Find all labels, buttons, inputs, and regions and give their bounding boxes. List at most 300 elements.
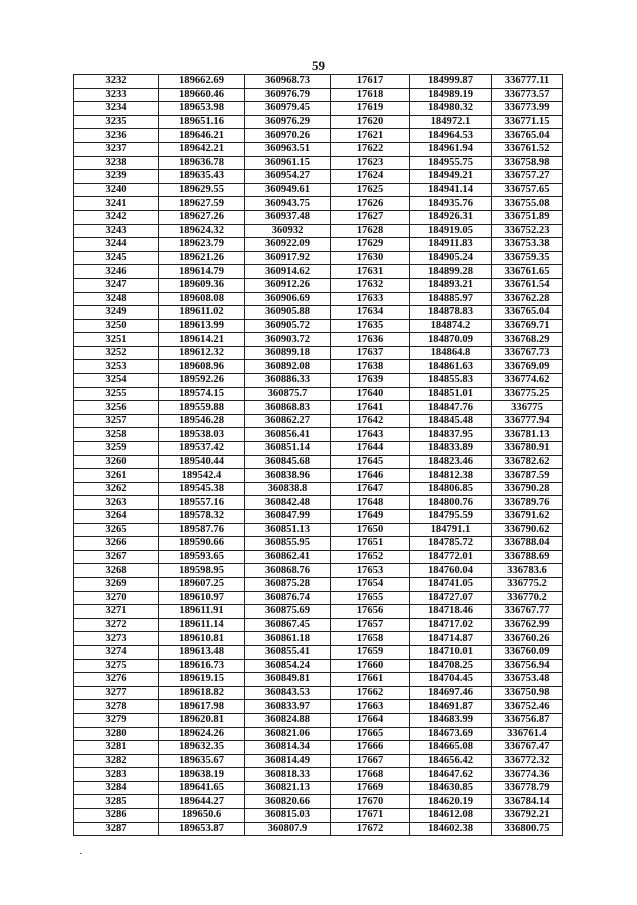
cell-y-coordinate-left: 360851.14 xyxy=(245,442,331,456)
cell-x-coordinate-left: 189559.88 xyxy=(159,401,245,415)
cell-x-coordinate-left: 189587.76 xyxy=(159,523,245,537)
cell-x-coordinate-left: 189624.32 xyxy=(159,224,245,238)
cell-x-coordinate-right: 184878.83 xyxy=(410,306,492,320)
table-row xyxy=(74,401,563,415)
cell-point-number-left: 3267 xyxy=(74,550,159,564)
table-row xyxy=(74,564,563,578)
cell-x-coordinate-left: 189660.46 xyxy=(159,88,245,102)
cell-x-coordinate-right: 184847.76 xyxy=(410,401,492,415)
cell-y-coordinate-left: 360963.51 xyxy=(245,142,331,156)
cell-x-coordinate-right: 184704.45 xyxy=(410,673,492,687)
cell-x-coordinate-right: 184697.46 xyxy=(410,686,492,700)
cell-point-number-right: 17632 xyxy=(331,278,410,292)
cell-x-coordinate-right: 184630.85 xyxy=(410,781,492,795)
cell-y-coordinate-right: 336751.89 xyxy=(492,210,563,224)
cell-point-number-right: 17619 xyxy=(331,102,410,116)
cell-x-coordinate-right: 184710.01 xyxy=(410,645,492,659)
table-row xyxy=(74,455,563,469)
cell-point-number-right: 17666 xyxy=(331,741,410,755)
cell-x-coordinate-right: 184941.14 xyxy=(410,183,492,197)
cell-y-coordinate-left: 360868.83 xyxy=(245,401,331,415)
cell-x-coordinate-left: 189613.48 xyxy=(159,645,245,659)
table-row xyxy=(74,224,563,238)
table-row xyxy=(74,374,563,388)
cell-x-coordinate-left: 189610.81 xyxy=(159,632,245,646)
cell-point-number-left: 3255 xyxy=(74,387,159,401)
table-row xyxy=(74,251,563,265)
cell-y-coordinate-right: 336769.71 xyxy=(492,319,563,333)
cell-y-coordinate-left: 360876.74 xyxy=(245,591,331,605)
cell-x-coordinate-left: 189632.35 xyxy=(159,741,245,755)
coordinates-table-body xyxy=(74,75,563,836)
cell-point-number-left: 3278 xyxy=(74,700,159,714)
table-row xyxy=(74,170,563,184)
table-row xyxy=(74,523,563,537)
cell-point-number-left: 3272 xyxy=(74,618,159,632)
cell-x-coordinate-left: 189618.82 xyxy=(159,686,245,700)
cell-x-coordinate-left: 189593.65 xyxy=(159,550,245,564)
cell-x-coordinate-right: 184708.25 xyxy=(410,659,492,673)
cell-x-coordinate-left: 189613.99 xyxy=(159,319,245,333)
cell-x-coordinate-left: 189546.28 xyxy=(159,414,245,428)
cell-x-coordinate-left: 189592.26 xyxy=(159,374,245,388)
cell-point-number-left: 3249 xyxy=(74,306,159,320)
cell-x-coordinate-right: 184691.87 xyxy=(410,700,492,714)
table-row xyxy=(74,537,563,551)
cell-y-coordinate-left: 360845.68 xyxy=(245,455,331,469)
cell-x-coordinate-left: 189598.95 xyxy=(159,564,245,578)
cell-point-number-right: 17670 xyxy=(331,795,410,809)
cell-point-number-right: 17669 xyxy=(331,781,410,795)
cell-y-coordinate-left: 360843.53 xyxy=(245,686,331,700)
cell-y-coordinate-right: 336756.87 xyxy=(492,713,563,727)
cell-point-number-left: 3284 xyxy=(74,781,159,795)
cell-x-coordinate-left: 189646.21 xyxy=(159,129,245,143)
cell-y-coordinate-left: 360868.76 xyxy=(245,564,331,578)
cell-y-coordinate-left: 360842.48 xyxy=(245,496,331,510)
cell-point-number-left: 3240 xyxy=(74,183,159,197)
cell-y-coordinate-right: 336753.38 xyxy=(492,238,563,252)
cell-point-number-left: 3259 xyxy=(74,442,159,456)
table-row xyxy=(74,550,563,564)
cell-point-number-right: 17643 xyxy=(331,428,410,442)
cell-y-coordinate-right: 336762.28 xyxy=(492,292,563,306)
table-row xyxy=(74,673,563,687)
cell-x-coordinate-left: 189574.15 xyxy=(159,387,245,401)
table-row xyxy=(74,183,563,197)
cell-y-coordinate-left: 360979.45 xyxy=(245,102,331,116)
cell-y-coordinate-right: 336761.54 xyxy=(492,278,563,292)
table-row xyxy=(74,387,563,401)
cell-point-number-right: 17624 xyxy=(331,170,410,184)
cell-x-coordinate-left: 189616.73 xyxy=(159,659,245,673)
cell-point-number-right: 17648 xyxy=(331,496,410,510)
cell-y-coordinate-left: 360814.49 xyxy=(245,754,331,768)
cell-y-coordinate-right: 336790.62 xyxy=(492,523,563,537)
cell-point-number-left: 3238 xyxy=(74,156,159,170)
cell-x-coordinate-right: 184837.95 xyxy=(410,428,492,442)
cell-point-number-left: 3270 xyxy=(74,591,159,605)
cell-x-coordinate-right: 184964.53 xyxy=(410,129,492,143)
cell-x-coordinate-left: 189545.38 xyxy=(159,482,245,496)
table-row xyxy=(74,700,563,714)
cell-y-coordinate-right: 336770.2 xyxy=(492,591,563,605)
cell-y-coordinate-left: 360855.95 xyxy=(245,537,331,551)
table-row xyxy=(74,115,563,129)
table-row xyxy=(74,414,563,428)
cell-y-coordinate-right: 336784.14 xyxy=(492,795,563,809)
table-row xyxy=(74,360,563,374)
cell-y-coordinate-left: 360807.9 xyxy=(245,822,331,836)
cell-y-coordinate-right: 336758.98 xyxy=(492,156,563,170)
cell-y-coordinate-right: 336775.25 xyxy=(492,387,563,401)
cell-x-coordinate-left: 189611.91 xyxy=(159,605,245,619)
table-row xyxy=(74,768,563,782)
cell-x-coordinate-right: 184870.09 xyxy=(410,333,492,347)
cell-x-coordinate-left: 189638.19 xyxy=(159,768,245,782)
table-row xyxy=(74,142,563,156)
cell-y-coordinate-left: 360949.61 xyxy=(245,183,331,197)
cell-point-number-left: 3234 xyxy=(74,102,159,116)
table-row xyxy=(74,469,563,483)
cell-x-coordinate-left: 189635.43 xyxy=(159,170,245,184)
cell-point-number-left: 3269 xyxy=(74,577,159,591)
cell-point-number-left: 3282 xyxy=(74,754,159,768)
cell-x-coordinate-right: 184727.07 xyxy=(410,591,492,605)
cell-y-coordinate-left: 360954.27 xyxy=(245,170,331,184)
cell-y-coordinate-right: 336761.65 xyxy=(492,265,563,279)
cell-y-coordinate-left: 360849.81 xyxy=(245,673,331,687)
cell-y-coordinate-left: 360917.92 xyxy=(245,251,331,265)
table-row xyxy=(74,809,563,823)
cell-point-number-left: 3232 xyxy=(74,75,159,89)
cell-x-coordinate-right: 184999.87 xyxy=(410,75,492,89)
cell-y-coordinate-left: 360976.29 xyxy=(245,115,331,129)
cell-x-coordinate-left: 189538.03 xyxy=(159,428,245,442)
cell-y-coordinate-left: 360875.7 xyxy=(245,387,331,401)
cell-point-number-right: 17623 xyxy=(331,156,410,170)
cell-x-coordinate-right: 184935.76 xyxy=(410,197,492,211)
cell-x-coordinate-left: 189612.32 xyxy=(159,346,245,360)
cell-point-number-right: 17660 xyxy=(331,659,410,673)
cell-x-coordinate-right: 184760.04 xyxy=(410,564,492,578)
table-row xyxy=(74,102,563,116)
table-row xyxy=(74,686,563,700)
cell-point-number-right: 17662 xyxy=(331,686,410,700)
cell-point-number-left: 3253 xyxy=(74,360,159,374)
cell-point-number-right: 17618 xyxy=(331,88,410,102)
cell-point-number-right: 17630 xyxy=(331,251,410,265)
cell-x-coordinate-left: 189610.97 xyxy=(159,591,245,605)
cell-y-coordinate-left: 360875.28 xyxy=(245,577,331,591)
coordinates-table xyxy=(73,74,563,836)
cell-point-number-right: 17625 xyxy=(331,183,410,197)
cell-y-coordinate-right: 336757.65 xyxy=(492,183,563,197)
cell-y-coordinate-right: 336782.62 xyxy=(492,455,563,469)
cell-y-coordinate-right: 336781.13 xyxy=(492,428,563,442)
cell-x-coordinate-left: 189650.6 xyxy=(159,809,245,823)
cell-x-coordinate-left: 189653.98 xyxy=(159,102,245,116)
cell-point-number-left: 3262 xyxy=(74,482,159,496)
cell-point-number-left: 3248 xyxy=(74,292,159,306)
cell-point-number-right: 17629 xyxy=(331,238,410,252)
cell-x-coordinate-left: 189624.26 xyxy=(159,727,245,741)
cell-x-coordinate-left: 189608.96 xyxy=(159,360,245,374)
cell-point-number-right: 17620 xyxy=(331,115,410,129)
cell-point-number-left: 3274 xyxy=(74,645,159,659)
cell-x-coordinate-right: 184823.46 xyxy=(410,455,492,469)
table-row xyxy=(74,238,563,252)
cell-x-coordinate-right: 184874.2 xyxy=(410,319,492,333)
cell-point-number-left: 3268 xyxy=(74,564,159,578)
cell-point-number-left: 3283 xyxy=(74,768,159,782)
cell-point-number-right: 17633 xyxy=(331,292,410,306)
cell-point-number-right: 17627 xyxy=(331,210,410,224)
cell-y-coordinate-left: 360976.79 xyxy=(245,88,331,102)
cell-y-coordinate-right: 336789.76 xyxy=(492,496,563,510)
cell-point-number-right: 17626 xyxy=(331,197,410,211)
cell-point-number-right: 17650 xyxy=(331,523,410,537)
cell-y-coordinate-right: 336760.09 xyxy=(492,645,563,659)
cell-point-number-right: 17641 xyxy=(331,401,410,415)
cell-x-coordinate-left: 189607.25 xyxy=(159,577,245,591)
cell-point-number-left: 3275 xyxy=(74,659,159,673)
footer-mark: · xyxy=(79,848,83,860)
cell-y-coordinate-left: 360943.75 xyxy=(245,197,331,211)
cell-point-number-left: 3260 xyxy=(74,455,159,469)
cell-y-coordinate-left: 360833.97 xyxy=(245,700,331,714)
cell-x-coordinate-right: 184785.72 xyxy=(410,537,492,551)
cell-x-coordinate-right: 184905.24 xyxy=(410,251,492,265)
cell-x-coordinate-right: 184812.38 xyxy=(410,469,492,483)
cell-point-number-left: 3247 xyxy=(74,278,159,292)
cell-y-coordinate-left: 360867.45 xyxy=(245,618,331,632)
cell-x-coordinate-right: 184714.87 xyxy=(410,632,492,646)
cell-point-number-left: 3265 xyxy=(74,523,159,537)
cell-y-coordinate-left: 360875.69 xyxy=(245,605,331,619)
cell-point-number-right: 17617 xyxy=(331,75,410,89)
table-row xyxy=(74,659,563,673)
table-row xyxy=(74,442,563,456)
table-row xyxy=(74,496,563,510)
cell-y-coordinate-left: 360905.88 xyxy=(245,306,331,320)
cell-x-coordinate-right: 184861.63 xyxy=(410,360,492,374)
cell-x-coordinate-right: 184899.28 xyxy=(410,265,492,279)
cell-y-coordinate-left: 360905.72 xyxy=(245,319,331,333)
cell-point-number-right: 17658 xyxy=(331,632,410,646)
cell-x-coordinate-left: 189662.69 xyxy=(159,75,245,89)
cell-x-coordinate-left: 189557.16 xyxy=(159,496,245,510)
cell-point-number-left: 3285 xyxy=(74,795,159,809)
cell-x-coordinate-right: 184806.85 xyxy=(410,482,492,496)
cell-point-number-left: 3281 xyxy=(74,741,159,755)
cell-x-coordinate-right: 184612.08 xyxy=(410,809,492,823)
cell-x-coordinate-left: 189641.65 xyxy=(159,781,245,795)
table-row xyxy=(74,210,563,224)
cell-y-coordinate-right: 336778.79 xyxy=(492,781,563,795)
cell-y-coordinate-right: 336775.2 xyxy=(492,577,563,591)
cell-point-number-left: 3261 xyxy=(74,469,159,483)
cell-x-coordinate-left: 189642.21 xyxy=(159,142,245,156)
cell-y-coordinate-right: 336780.91 xyxy=(492,442,563,456)
cell-point-number-right: 17628 xyxy=(331,224,410,238)
table-row xyxy=(74,727,563,741)
cell-point-number-right: 17647 xyxy=(331,482,410,496)
table-row xyxy=(74,618,563,632)
cell-y-coordinate-left: 360862.41 xyxy=(245,550,331,564)
cell-y-coordinate-right: 336800.75 xyxy=(492,822,563,836)
cell-y-coordinate-right: 336791.62 xyxy=(492,510,563,524)
cell-y-coordinate-right: 336775 xyxy=(492,401,563,415)
cell-point-number-left: 3246 xyxy=(74,265,159,279)
cell-y-coordinate-left: 360961.15 xyxy=(245,156,331,170)
cell-x-coordinate-right: 184919.05 xyxy=(410,224,492,238)
cell-point-number-left: 3237 xyxy=(74,142,159,156)
cell-y-coordinate-right: 336774.62 xyxy=(492,374,563,388)
table-row xyxy=(74,781,563,795)
table-row xyxy=(74,306,563,320)
cell-point-number-right: 17645 xyxy=(331,455,410,469)
cell-y-coordinate-right: 336765.04 xyxy=(492,129,563,143)
cell-point-number-right: 17634 xyxy=(331,306,410,320)
cell-x-coordinate-right: 184656.42 xyxy=(410,754,492,768)
cell-point-number-left: 3235 xyxy=(74,115,159,129)
cell-x-coordinate-right: 184911.83 xyxy=(410,238,492,252)
table-row xyxy=(74,713,563,727)
page-number: 59 xyxy=(312,58,325,73)
cell-point-number-left: 3279 xyxy=(74,713,159,727)
cell-y-coordinate-right: 336756.94 xyxy=(492,659,563,673)
cell-point-number-left: 3287 xyxy=(74,822,159,836)
cell-x-coordinate-left: 189653.87 xyxy=(159,822,245,836)
table-row xyxy=(74,197,563,211)
cell-y-coordinate-right: 336771.15 xyxy=(492,115,563,129)
cell-point-number-right: 17636 xyxy=(331,333,410,347)
cell-x-coordinate-right: 184955.75 xyxy=(410,156,492,170)
cell-x-coordinate-left: 189623.79 xyxy=(159,238,245,252)
table-row xyxy=(74,822,563,836)
cell-point-number-right: 17635 xyxy=(331,319,410,333)
cell-x-coordinate-left: 189608.08 xyxy=(159,292,245,306)
cell-point-number-right: 17642 xyxy=(331,414,410,428)
cell-point-number-right: 17655 xyxy=(331,591,410,605)
cell-x-coordinate-right: 184926.31 xyxy=(410,210,492,224)
cell-y-coordinate-right: 336790.28 xyxy=(492,482,563,496)
cell-y-coordinate-right: 336750.98 xyxy=(492,686,563,700)
cell-point-number-left: 3277 xyxy=(74,686,159,700)
cell-point-number-right: 17664 xyxy=(331,713,410,727)
cell-x-coordinate-right: 184795.59 xyxy=(410,510,492,524)
table-row xyxy=(74,605,563,619)
cell-point-number-left: 3263 xyxy=(74,496,159,510)
cell-point-number-left: 3280 xyxy=(74,727,159,741)
cell-point-number-left: 3245 xyxy=(74,251,159,265)
cell-y-coordinate-right: 336767.47 xyxy=(492,741,563,755)
cell-x-coordinate-left: 189617.98 xyxy=(159,700,245,714)
cell-x-coordinate-right: 184602.38 xyxy=(410,822,492,836)
table-row xyxy=(74,278,563,292)
cell-y-coordinate-right: 336752.23 xyxy=(492,224,563,238)
cell-y-coordinate-right: 336760.26 xyxy=(492,632,563,646)
cell-point-number-right: 17672 xyxy=(331,822,410,836)
cell-x-coordinate-right: 184893.21 xyxy=(410,278,492,292)
cell-x-coordinate-right: 184673.69 xyxy=(410,727,492,741)
table-row xyxy=(74,428,563,442)
cell-x-coordinate-left: 189621.26 xyxy=(159,251,245,265)
cell-point-number-right: 17671 xyxy=(331,809,410,823)
cell-point-number-right: 17649 xyxy=(331,510,410,524)
cell-x-coordinate-right: 184647.62 xyxy=(410,768,492,782)
cell-x-coordinate-right: 184855.83 xyxy=(410,374,492,388)
cell-point-number-left: 3254 xyxy=(74,374,159,388)
cell-point-number-left: 3252 xyxy=(74,346,159,360)
cell-x-coordinate-left: 189620.81 xyxy=(159,713,245,727)
table-row xyxy=(74,482,563,496)
table-row xyxy=(74,319,563,333)
cell-point-number-left: 3239 xyxy=(74,170,159,184)
cell-y-coordinate-left: 360815.03 xyxy=(245,809,331,823)
cell-point-number-left: 3257 xyxy=(74,414,159,428)
cell-x-coordinate-left: 189635.67 xyxy=(159,754,245,768)
cell-y-coordinate-left: 360932 xyxy=(245,224,331,238)
cell-x-coordinate-left: 189627.26 xyxy=(159,210,245,224)
cell-x-coordinate-left: 189614.21 xyxy=(159,333,245,347)
table-row xyxy=(74,333,563,347)
cell-point-number-right: 17631 xyxy=(331,265,410,279)
cell-y-coordinate-right: 336792.21 xyxy=(492,809,563,823)
cell-y-coordinate-left: 360970.26 xyxy=(245,129,331,143)
cell-x-coordinate-left: 189537.42 xyxy=(159,442,245,456)
cell-x-coordinate-left: 189590.66 xyxy=(159,537,245,551)
cell-point-number-right: 17639 xyxy=(331,374,410,388)
cell-point-number-right: 17621 xyxy=(331,129,410,143)
cell-y-coordinate-right: 336777.11 xyxy=(492,75,563,89)
cell-x-coordinate-left: 189578.32 xyxy=(159,510,245,524)
table-row xyxy=(74,741,563,755)
cell-y-coordinate-right: 336772.32 xyxy=(492,754,563,768)
cell-y-coordinate-right: 336768.29 xyxy=(492,333,563,347)
cell-y-coordinate-left: 360914.62 xyxy=(245,265,331,279)
cell-y-coordinate-right: 336777.94 xyxy=(492,414,563,428)
cell-point-number-right: 17646 xyxy=(331,469,410,483)
cell-y-coordinate-left: 360854.24 xyxy=(245,659,331,673)
cell-x-coordinate-right: 184885.97 xyxy=(410,292,492,306)
cell-y-coordinate-right: 336761.4 xyxy=(492,727,563,741)
table-row xyxy=(74,795,563,809)
table-row xyxy=(74,156,563,170)
table-row xyxy=(74,577,563,591)
cell-point-number-right: 17653 xyxy=(331,564,410,578)
cell-point-number-right: 17651 xyxy=(331,537,410,551)
cell-y-coordinate-left: 360838.8 xyxy=(245,482,331,496)
cell-point-number-left: 3258 xyxy=(74,428,159,442)
cell-x-coordinate-left: 189542.4 xyxy=(159,469,245,483)
cell-x-coordinate-left: 189609.36 xyxy=(159,278,245,292)
cell-y-coordinate-left: 360862.27 xyxy=(245,414,331,428)
cell-point-number-right: 17665 xyxy=(331,727,410,741)
cell-x-coordinate-left: 189636.78 xyxy=(159,156,245,170)
cell-point-number-left: 3236 xyxy=(74,129,159,143)
cell-y-coordinate-left: 360818.33 xyxy=(245,768,331,782)
cell-point-number-right: 17667 xyxy=(331,754,410,768)
cell-x-coordinate-right: 184989.19 xyxy=(410,88,492,102)
cell-point-number-left: 3266 xyxy=(74,537,159,551)
cell-y-coordinate-left: 360937.48 xyxy=(245,210,331,224)
table-row xyxy=(74,591,563,605)
cell-x-coordinate-right: 184980.32 xyxy=(410,102,492,116)
cell-y-coordinate-right: 336765.04 xyxy=(492,306,563,320)
cell-point-number-left: 3273 xyxy=(74,632,159,646)
